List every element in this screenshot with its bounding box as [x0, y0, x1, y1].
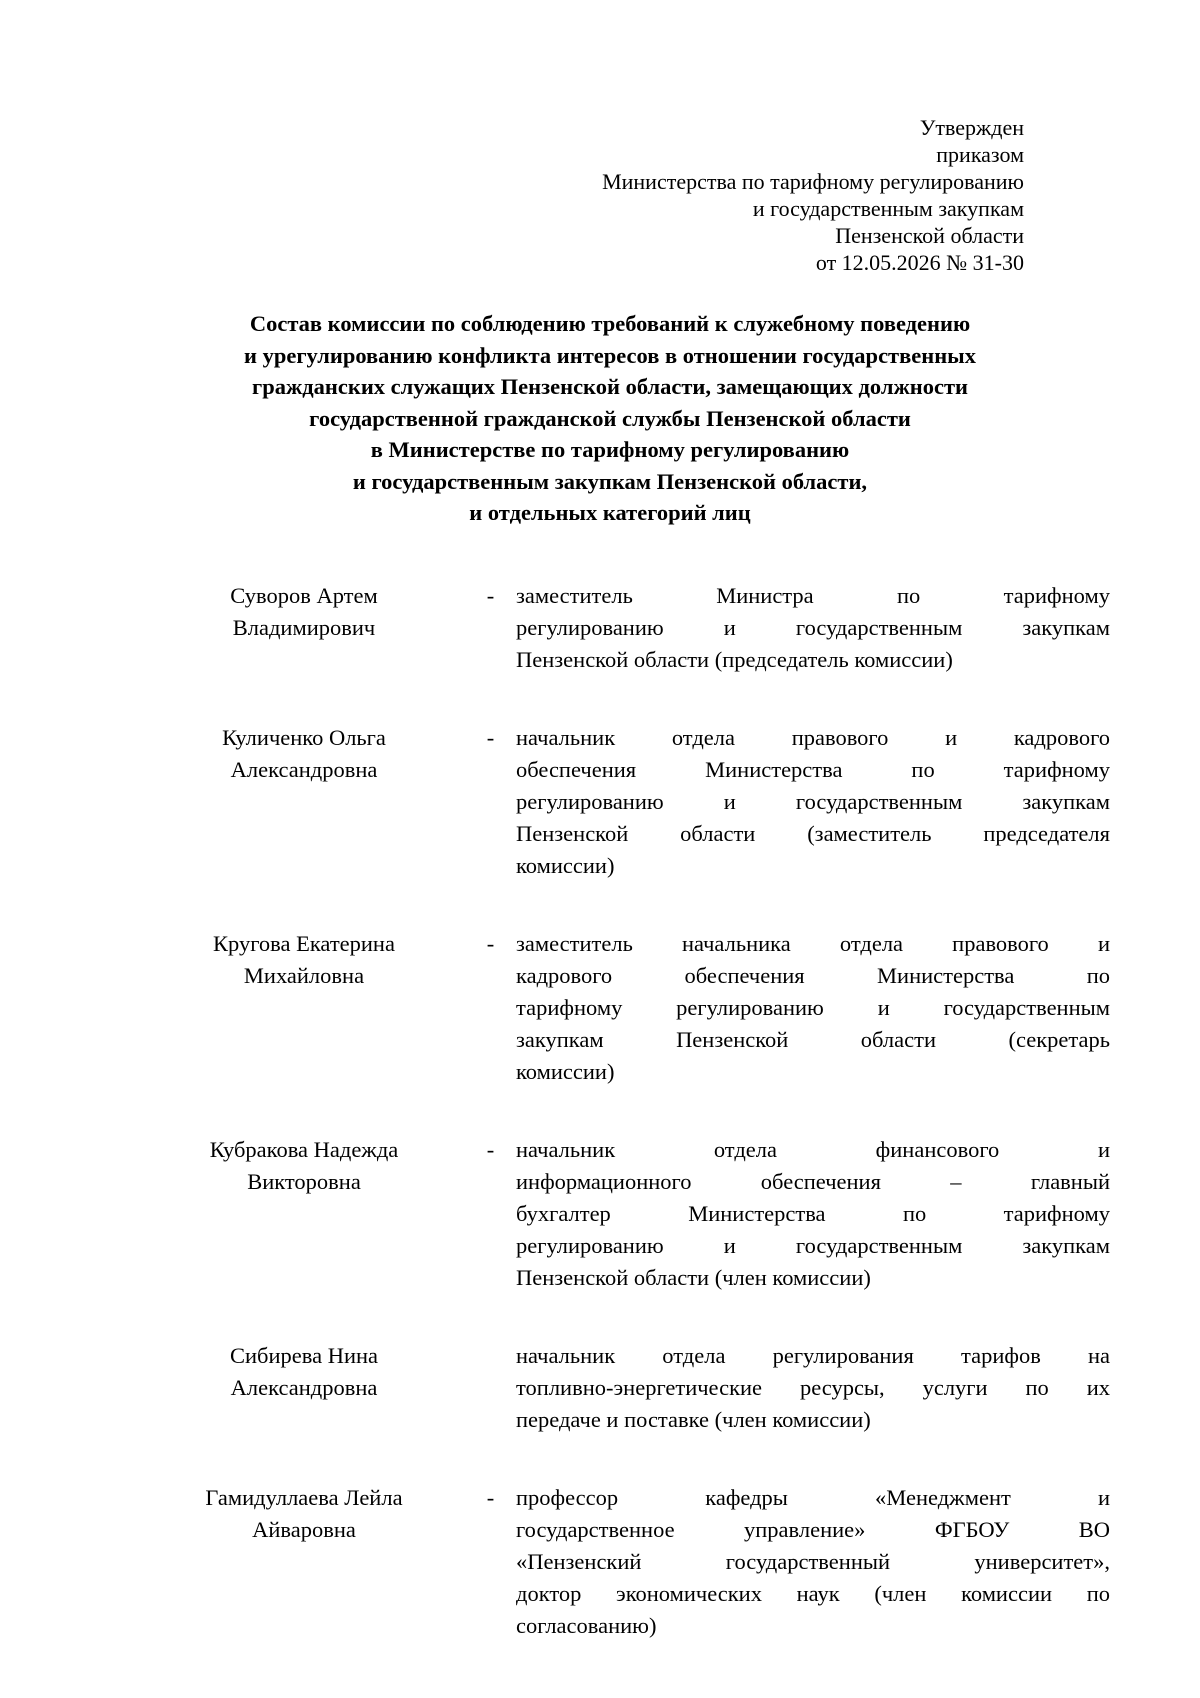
member-name-line: Сибирева Нина — [229, 1343, 379, 1368]
member-name — [150, 722, 458, 786]
member-name — [150, 1134, 458, 1198]
members-list — [150, 580, 1110, 1642]
member-dash: - — [486, 1485, 495, 1510]
document-title — [150, 308, 1070, 529]
position-line: бухгалтер Министерства по тарифному — [516, 1201, 1110, 1226]
member-dash: - — [486, 725, 495, 750]
position-line: заместитель начальника отдела правового и — [516, 931, 1110, 956]
position-line: комиссии) — [516, 1059, 615, 1084]
member-row — [150, 722, 1110, 882]
title-line: государственной гражданской службы Пензенской области — [309, 405, 911, 431]
position-line: передаче и поставке (член комиссии) — [516, 1407, 871, 1432]
position-line: государственное управление» ФГБОУ ВО — [516, 1517, 1110, 1542]
member-name-line: Александровна — [230, 757, 378, 782]
approval-stamp — [504, 114, 1024, 276]
approval-line: Утвержден — [919, 115, 1024, 140]
position-line: кадрового обеспечения Министерства по — [516, 963, 1110, 988]
member-row — [150, 928, 1110, 1088]
member-name-line: Гамидуллаева Лейла — [205, 1485, 403, 1510]
member-row — [150, 1340, 1110, 1436]
member-position — [516, 928, 1110, 1088]
approval-line: от 12.05.2026 № 31-30 — [815, 250, 1024, 275]
member-name — [150, 928, 458, 992]
member-position — [516, 1340, 1110, 1436]
member-position — [516, 1134, 1110, 1294]
position-line: комиссии) — [516, 853, 615, 878]
member-name-line: Викторовна — [247, 1169, 361, 1194]
member-row — [150, 580, 1110, 676]
member-position — [516, 580, 1110, 676]
title-line: Состав комиссии по соблюдению требований к служебному поведению — [249, 311, 971, 336]
member-name-line: Суворов Артем — [230, 583, 378, 608]
member-name-line: Владимирович — [232, 615, 376, 640]
title-line: и урегулированию конфликта интересов в отношении государственных — [243, 342, 976, 368]
member-name-line: Куличенко Ольга — [222, 725, 386, 750]
member-name — [150, 1482, 458, 1546]
position-line: начальник отдела регулирования тарифов на — [516, 1343, 1110, 1368]
approval-line: Пензенской области — [835, 223, 1024, 248]
approval-line: приказом — [936, 142, 1024, 167]
title-line: гражданских служащих Пензенской области, замещающих должности — [251, 374, 968, 399]
member-name-line: Кубракова Надежда — [209, 1137, 399, 1162]
position-line: тарифному регулированию и государственным — [516, 995, 1110, 1020]
member-name-line: Кругова Екатерина — [213, 931, 395, 956]
position-line: согласованию) — [516, 1613, 657, 1638]
position-line: начальник отдела правового и кадрового — [516, 725, 1110, 750]
position-line: регулированию и государственным закупкам — [516, 615, 1110, 640]
member-name-line: Айваровна — [252, 1517, 356, 1542]
position-line: регулированию и государственным закупкам — [516, 789, 1110, 814]
member-dash: - — [486, 583, 495, 608]
position-line: заместитель Министра по тарифному — [516, 583, 1110, 608]
member-name-line: Александровна — [230, 1375, 378, 1400]
position-line: профессор кафедры «Менеджмент и — [516, 1485, 1110, 1510]
member-dash: - — [486, 931, 495, 956]
member-row — [150, 1482, 1110, 1642]
member-position — [516, 722, 1110, 882]
member-name-line: Михайловна — [243, 963, 365, 988]
position-line: закупкам Пензенской области (секретарь — [516, 1027, 1110, 1052]
position-line: регулированию и государственным закупкам — [516, 1233, 1110, 1258]
member-dash: - — [486, 1137, 495, 1162]
position-line: «Пензенский государственный университет», — [516, 1549, 1110, 1574]
title-line: и отдельных категорий лиц — [469, 500, 751, 525]
member-name — [150, 580, 458, 644]
member-position — [516, 1482, 1110, 1642]
approval-line: и государственным закупкам — [752, 196, 1024, 221]
position-line: Пензенской области (член комиссии) — [516, 1265, 871, 1290]
position-line: доктор экономических наук (член комиссии по — [516, 1581, 1110, 1606]
position-line: информационного обеспечения – главный — [516, 1169, 1110, 1194]
position-line: обеспечения Министерства по тарифному — [516, 757, 1110, 782]
member-row — [150, 1134, 1110, 1294]
member-name — [150, 1340, 458, 1404]
title-line: в Министерстве по тарифному регулированию — [370, 437, 850, 462]
approval-line: Министерства по тарифному регулированию — [602, 169, 1024, 194]
position-line: Пензенской области (заместитель председателя — [516, 821, 1110, 846]
title-line: и государственным закупкам Пензенской области, — [352, 468, 868, 494]
position-line: начальник отдела финансового и — [516, 1137, 1110, 1162]
position-line: топливно-энергетические ресурсы, услуги по их — [516, 1375, 1110, 1400]
position-line: Пензенской области (председатель комиссии) — [516, 647, 953, 672]
